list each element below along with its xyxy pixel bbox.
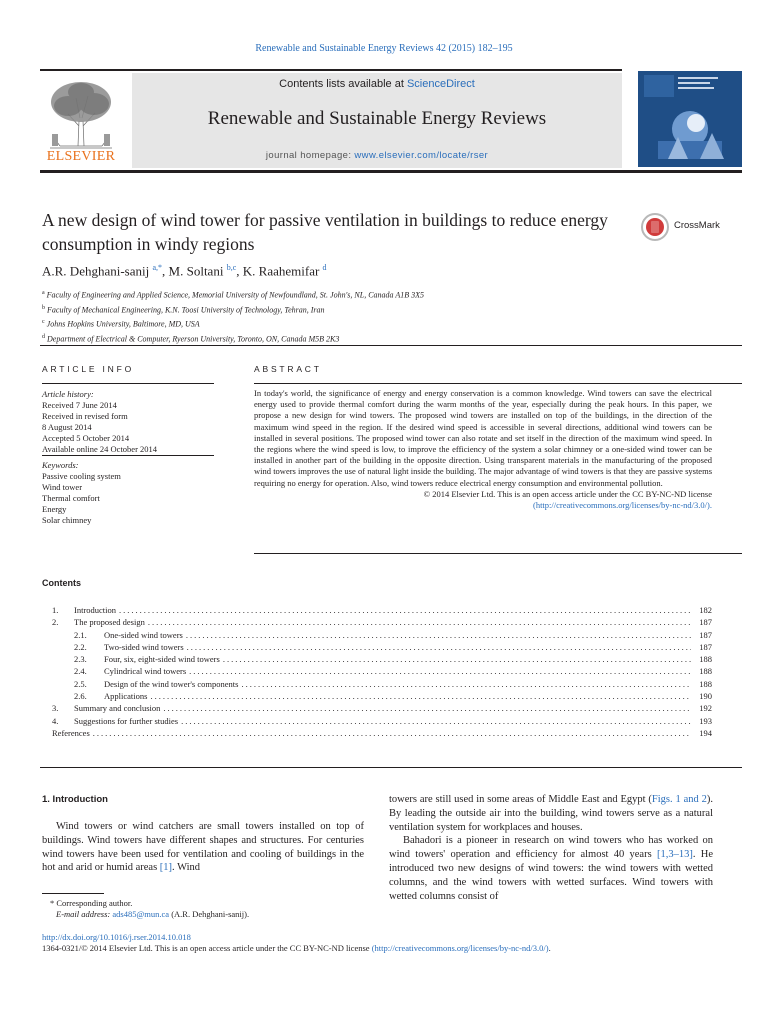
- toc-page: 182: [699, 605, 712, 615]
- toc-title: The proposed design: [74, 617, 145, 628]
- body-paragraph: [389, 834, 713, 903]
- toc-title: Summary and conclusion: [74, 703, 161, 714]
- keyword-item: Energy: [42, 504, 67, 514]
- author-affiliation-mark[interactable]: a,*: [152, 263, 163, 272]
- toc-item[interactable]: [52, 653, 712, 665]
- keywords: [42, 460, 222, 526]
- license-link[interactable]: (http://creativecommons.org/licenses/by-nc-nd/3.0/): [371, 943, 549, 953]
- toc-title: References: [52, 727, 90, 738]
- abstract-paragraph: In today's world, the significance of energy and energy conservation is a common knowledge. Wind towers can save the electrical energy used to provide thermal comfort during the warm months of the year, especially during the peak hours. In this paper, we propose a new design for wind towers. The proposed wind towers are installed on top of the buildings, in the direction of the maximum wind speed in the region. If the desired wind speed is accessible in several directions, additional wind towers can be installed in several positions. The proposed wind tower can also rotate and set itself in the direction of the maximum wind speed. In the regions where the wind speed is low, to improve the efficiency of the system a solar chimney or a one-sided wind tower can be installed in another part of the building in the opposite direction. Using transparent materials in the manufacturing of the proposed wind towers improves the use of natural light inside the building. The major advantage of wind towers is that they are passive systems requiring no energy for operation. Also, wind towers reduce electrical energy consumption and environmental pollution.: [254, 388, 712, 488]
- body-text: Bahadori is a pioneer in research on wind towers who has worked on wind towers' operation and efficiency for almost 40 years: [389, 835, 713, 861]
- citation-link[interactable]: [1]: [159, 862, 173, 874]
- issn-end: .: [548, 943, 551, 953]
- affiliation-item: [42, 331, 692, 346]
- keyword-item: Passive cooling system: [42, 471, 121, 481]
- homepage-prefix: journal homepage:: [265, 150, 355, 161]
- journal-citation[interactable]: Renewable and Sustainable Energy Reviews 42 (2015) 182–195: [255, 43, 513, 54]
- affiliation-text: Johns Hopkins University, Baltimore, MD, USA: [46, 319, 200, 329]
- toc-leader: [93, 727, 691, 739]
- divider: [40, 767, 742, 768]
- journal-title: Renewable and Sustainable Energy Reviews: [207, 108, 547, 129]
- body-column-right: [389, 793, 713, 903]
- history-item: Received in revised form: [42, 411, 128, 421]
- toc-page: 188: [699, 666, 712, 677]
- email-line: [42, 909, 362, 920]
- sciencedirect-link[interactable]: ScienceDirect: [406, 78, 475, 90]
- email-label: E-mail address:: [56, 909, 113, 919]
- toc-leader: [119, 604, 691, 616]
- affiliation-mark: c: [42, 319, 45, 326]
- contents-heading: Contents: [42, 578, 81, 588]
- toc-number: 2.3.: [74, 654, 87, 665]
- toc-leader: [150, 690, 691, 702]
- author-name: A.R. Dehghani-sanij: [42, 263, 150, 279]
- body-paragraph: [42, 820, 364, 875]
- history-label: Article history:: [42, 389, 94, 399]
- crossmark-icon: [640, 212, 670, 242]
- body-paragraph: [389, 793, 713, 834]
- contents-availability: [132, 78, 622, 90]
- table-of-contents: [52, 604, 712, 739]
- issn-license-line: [42, 943, 742, 953]
- history-item: Available online 24 October 2014: [42, 444, 158, 454]
- toc-title: Four, six, eight-sided wind towers: [104, 654, 220, 665]
- abstract-body: [254, 388, 712, 511]
- keyword-item: Thermal comfort: [42, 493, 100, 503]
- toc-leader: [189, 665, 691, 677]
- elsevier-wordmark: ELSEVIER: [46, 149, 116, 164]
- toc-number: 1.: [52, 605, 59, 615]
- toc-title: One-sided wind towers: [104, 629, 183, 640]
- keyword-item: Solar chimney: [42, 515, 92, 525]
- body-text: . He introduced two new designs of wind towers: the wind towers with wetted columns, and the wind towers with wetted surfaces. Wind towers with wetted columns consist of: [389, 849, 713, 902]
- history-item: Accepted 5 October 2014: [42, 433, 130, 443]
- corresponding-label: * Corresponding author.: [50, 898, 133, 908]
- footnote-rule: [42, 893, 104, 894]
- divider: [254, 383, 742, 384]
- toc-page: 187: [699, 641, 712, 652]
- toc-page: 192: [699, 703, 712, 714]
- affiliation-text: Department of Electrical & Computer, Ryerson University, Toronto, ON, Canada M5B 2K3: [47, 334, 340, 344]
- divider: [42, 455, 214, 456]
- toc-leader: [163, 702, 691, 714]
- crossmark-label: CrossMark: [674, 220, 720, 231]
- toc-page: 190: [699, 691, 712, 702]
- toc-item[interactable]: [52, 702, 712, 714]
- toc-number: 2.4.: [74, 666, 87, 677]
- body-text: towers are still used in some areas of Middle East and Egypt (: [389, 794, 652, 805]
- journal-homepage: [132, 150, 622, 161]
- affiliation-item: [42, 302, 692, 317]
- affiliation-mark: b: [42, 304, 45, 311]
- author-affiliation-mark[interactable]: d: [322, 263, 327, 272]
- author-name: M. Soltani: [168, 263, 224, 279]
- section-heading: 1. Introduction: [42, 794, 108, 805]
- toc-number: 2.1.: [74, 629, 87, 640]
- toc-title: Two-sided wind towers: [104, 641, 184, 652]
- divider: [254, 553, 742, 554]
- toc-item[interactable]: [52, 678, 712, 690]
- toc-page: 188: [699, 654, 712, 665]
- toc-page: 194: [699, 727, 712, 738]
- email-suffix: (A.R. Dehghani-sanij).: [169, 909, 250, 919]
- affiliation-mark: d: [42, 333, 45, 340]
- author-list: A.R. Dehghani-sanij $^{a,*}$, M. Soltani $^{b,c}$, K. Raahemifar $^d$: [42, 263, 327, 279]
- toc-title: Applications: [104, 691, 148, 702]
- toc-leader: [241, 678, 691, 690]
- author-affiliation-mark[interactable]: b,c: [226, 263, 237, 272]
- figure-link[interactable]: Figs. 1 and 2: [651, 794, 707, 805]
- keyword-item: Wind tower: [42, 482, 83, 492]
- toc-title: Design of the wind tower's components: [104, 678, 239, 689]
- article-history: [42, 389, 222, 455]
- affiliation-item: [42, 287, 692, 302]
- homepage-link[interactable]: www.elsevier.com/locate/rser: [354, 150, 489, 161]
- toc-number: 2.: [52, 617, 59, 628]
- divider: [40, 345, 742, 346]
- copyright-text: © 2014 Elsevier Ltd. This is an open access article under the CC BY-NC-ND license: [423, 488, 712, 499]
- toc-leader: [186, 629, 691, 641]
- article-info-heading: ARTICLE INFO: [42, 364, 135, 374]
- toc-number: 4.: [52, 715, 59, 726]
- toc-page: 193: [699, 715, 712, 726]
- banner-top-rule: [40, 69, 622, 71]
- history-item: Received 7 June 2014: [42, 400, 117, 410]
- contents-prefix: Contents lists available at: [279, 78, 407, 90]
- toc-item[interactable]: [52, 641, 712, 653]
- keywords-label: Keywords:: [42, 460, 79, 470]
- article-title: A new design of wind tower for passive ventilation in buildings to reduce energy consumption in windy regions: [42, 210, 608, 254]
- corresponding-author-footnote: [42, 898, 362, 920]
- toc-page: 188: [699, 678, 712, 689]
- toc-number: 2.6.: [74, 691, 87, 702]
- toc-leader: [223, 653, 691, 665]
- toc-leader: [148, 616, 691, 628]
- toc-number: 2.2.: [74, 641, 87, 652]
- license-link[interactable]: (http://creativecommons.org/licenses/by-nc-nd/3.0/).: [532, 500, 712, 511]
- history-item: 8 August 2014: [42, 422, 92, 432]
- affiliation-text: Faculty of Mechanical Engineering, K.N. Toosi University of Technology, Tehran, Iran: [47, 305, 325, 315]
- toc-item[interactable]: [52, 616, 712, 628]
- toc-item[interactable]: [52, 604, 712, 616]
- author-name: K. Raahemifar: [242, 263, 320, 279]
- doi-link[interactable]: http://dx.doi.org/10.1016/j.rser.2014.10.018: [42, 932, 191, 942]
- toc-page: 187: [699, 617, 712, 628]
- toc-item[interactable]: [52, 629, 712, 641]
- toc-page: 187: [699, 629, 712, 640]
- crossmark-badge[interactable]: [640, 212, 744, 240]
- toc-leader: [181, 715, 691, 727]
- banner-bottom-rule: [40, 170, 742, 173]
- body-text: Wind towers or wind catchers are small towers installed on top of buildings. Wind towers have different shapes and structures. For centuries wind towers have been used for ventilation and cooling of buildings in the hot and arid or humid areas: [42, 821, 364, 874]
- divider: [42, 383, 214, 384]
- toc-item[interactable]: [52, 690, 712, 702]
- toc-leader: [187, 641, 691, 653]
- email-link[interactable]: ads485@mun.ca: [112, 909, 170, 919]
- issn-text: 1364-0321/© 2014 Elsevier Ltd. This is an open access article under the CC BY-NC-ND license: [42, 943, 372, 953]
- abstract-heading: ABSTRACT: [254, 364, 322, 374]
- toc-number: 2.5.: [74, 678, 87, 689]
- toc-number: 3.: [52, 703, 59, 714]
- citation-link[interactable]: [1,3–13]: [656, 849, 693, 861]
- affiliation-text: Faculty of Engineering and Applied Science, Memorial University of Newfoundland, St. John's, NL, Canada A1B 3X5: [46, 290, 425, 300]
- journal-cover-image[interactable]: [638, 71, 742, 167]
- abstract-copyright: [254, 489, 712, 511]
- body-text: . Wind: [172, 862, 201, 874]
- affiliation-list: [42, 287, 692, 346]
- toc-title: Introduction: [74, 605, 117, 615]
- body-text: ). By leading the outside air into the building, wind towers serve as a natural ventilation system for workplaces and houses.: [389, 794, 713, 833]
- toc-item[interactable]: [52, 727, 712, 739]
- affiliation-mark: a: [42, 290, 45, 296]
- toc-item[interactable]: [52, 715, 712, 727]
- toc-item[interactable]: [52, 665, 712, 677]
- toc-title: Suggestions for further studies: [74, 715, 179, 726]
- affiliation-item: [42, 316, 692, 331]
- toc-title: Cylindrical wind towers: [104, 666, 187, 677]
